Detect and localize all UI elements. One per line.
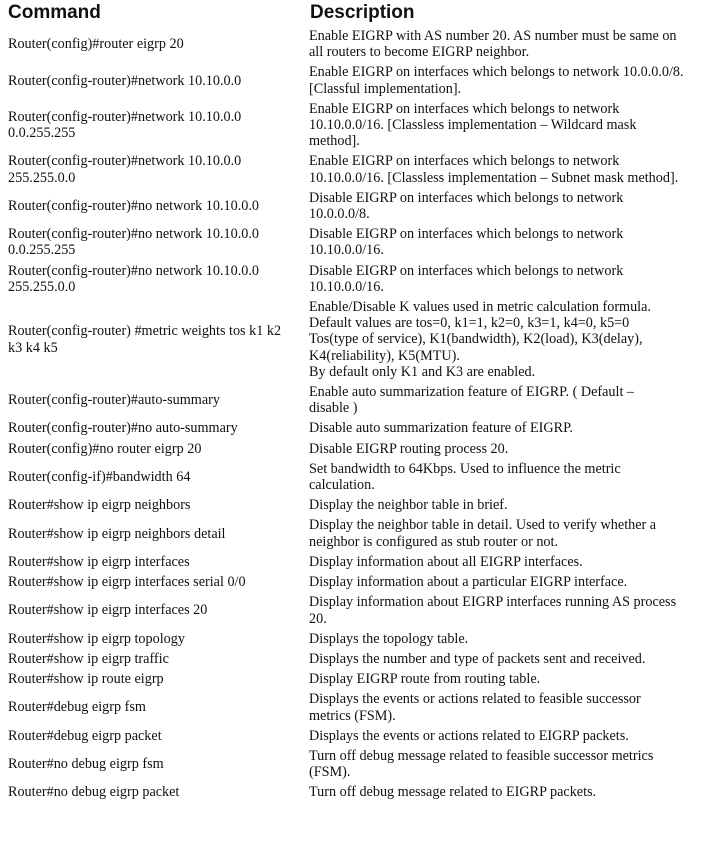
table-row — [6, 517, 713, 553]
description-text-line: method]. — [309, 133, 360, 150]
table-row — [6, 671, 713, 691]
description-text-line: Disable EIGRP on interfaces which belongs to network — [309, 226, 624, 243]
description-text-line: Turn off debug message related to feasible successor metrics — [309, 747, 654, 764]
description-text-line: Tos(type of service), K1(bandwidth), K2(load), K3(delay), — [309, 331, 643, 348]
description-cell — [308, 384, 713, 420]
description-text-line: Display information about all EIGRP interfaces. — [309, 553, 583, 570]
description-text-line: Turn off debug message related to EIGRP packets. — [309, 784, 597, 801]
description-text-line: calculation. — [309, 477, 375, 494]
table-row — [6, 101, 713, 154]
command-text-line: k3 k4 k5 — [8, 339, 58, 356]
table-row — [6, 441, 713, 461]
command-cell — [6, 190, 308, 226]
description-text-line: Displays the events or actions related to feasible successor — [309, 691, 641, 708]
description-text-line: 10.10.0.0/16. [Classless implementation – Wildcard mask — [309, 117, 637, 134]
command-text-line: Router(config-router)#auto-summary — [8, 392, 220, 409]
command-cell — [6, 554, 308, 574]
description-text-line: Displays the number and type of packets sent and received. — [309, 650, 646, 667]
description-cell — [308, 497, 713, 517]
description-cell — [308, 594, 713, 630]
command-text-line: Router(config-router)#no network 10.10.0.0 — [8, 226, 259, 243]
table-row — [6, 28, 713, 64]
description-cell — [308, 784, 713, 804]
description-cell — [308, 263, 713, 299]
table-row — [6, 691, 713, 727]
description-text-line: Enable EIGRP on interfaces which belongs to network 10.0.0.0/8. — [309, 64, 684, 81]
command-text-line: Router#show ip eigrp interfaces — [8, 553, 190, 570]
command-cell — [6, 784, 308, 804]
command-text-line: Router#show ip eigrp traffic — [8, 650, 169, 667]
description-cell — [308, 299, 713, 384]
description-text-line: [Classful implementation]. — [309, 80, 462, 97]
description-text-line: Enable EIGRP on interfaces which belongs to network — [309, 100, 620, 117]
command-cell — [6, 28, 308, 64]
description-text-line: Display information about a particular EIGRP interface. — [309, 574, 628, 591]
command-cell — [6, 671, 308, 691]
command-cell — [6, 153, 308, 189]
description-cell — [308, 517, 713, 553]
table-row — [6, 420, 713, 440]
description-text-line: Set bandwidth to 64Kbps. Used to influence the metric — [309, 460, 621, 477]
description-cell — [308, 671, 713, 691]
description-cell — [308, 28, 713, 64]
description-text-line: 10.0.0.0/8. — [309, 206, 370, 223]
description-text-line: 10.10.0.0/16. — [309, 278, 384, 295]
description-text-line: Disable EIGRP on interfaces which belongs to network — [309, 262, 624, 279]
table-row — [6, 574, 713, 594]
command-cell — [6, 651, 308, 671]
description-cell — [308, 574, 713, 594]
table-row — [6, 263, 713, 299]
description-text-line: (FSM). — [309, 764, 351, 781]
description-cell — [308, 190, 713, 226]
command-cell — [6, 574, 308, 594]
table-header-row — [6, 2, 713, 28]
command-text-line: Router#no debug eigrp packet — [8, 784, 180, 801]
table-row — [6, 190, 713, 226]
command-text-line: Router(config-router)#no auto-summary — [8, 420, 238, 437]
table-row — [6, 64, 713, 100]
description-text-line: Displays the events or actions related to EIGRP packets. — [309, 727, 629, 744]
command-text-line: Router#show ip eigrp interfaces 20 — [8, 602, 208, 619]
command-text-line: Router(config-router) #metric weights tos k1 k2 — [8, 323, 282, 340]
command-cell — [6, 263, 308, 299]
command-cell — [6, 461, 308, 497]
description-cell — [308, 631, 713, 651]
table-row — [6, 594, 713, 630]
command-text-line: Router(config-router)#network 10.10.0.0 — [8, 72, 242, 89]
command-text-line: Router#show ip eigrp topology — [8, 630, 185, 647]
description-text-line: 10.10.0.0/16. [Classless implementation – Subnet mask method]. — [309, 169, 679, 186]
command-cell — [6, 748, 308, 784]
description-cell — [308, 691, 713, 727]
command-cell — [6, 631, 308, 651]
description-column-header: Description — [310, 2, 415, 23]
description-text-line: all routers to become EIGRP neighbor. — [309, 44, 530, 61]
command-text-line: 255.255.0.0 — [8, 169, 76, 186]
description-cell — [308, 728, 713, 748]
description-cell — [308, 461, 713, 497]
description-text-line: K4(reliability), K5(MTU). — [309, 347, 460, 364]
command-column-header: Command — [8, 2, 101, 23]
description-cell — [308, 101, 713, 154]
command-cell — [6, 226, 308, 262]
description-cell — [308, 420, 713, 440]
description-text-line: Enable EIGRP on interfaces which belongs to network — [309, 153, 620, 170]
description-text-line: metrics (FSM). — [309, 707, 396, 724]
description-text-line: Display the neighbor table in detail. Used to verify whether a — [309, 517, 657, 534]
command-text-line: Router(config-router)#network 10.10.0.0 — [8, 153, 242, 170]
command-text-line: Router#debug eigrp packet — [8, 727, 162, 744]
description-cell — [308, 651, 713, 671]
description-cell — [308, 64, 713, 100]
eigrp-command-table — [6, 2, 713, 805]
description-text-line: Enable/Disable K values used in metric calculation formula. — [309, 299, 651, 316]
command-cell — [6, 691, 308, 727]
table-row — [6, 554, 713, 574]
description-cell — [308, 554, 713, 574]
command-cell — [6, 384, 308, 420]
command-text-line: Router#show ip eigrp neighbors — [8, 497, 191, 514]
command-text-line: Router(config)#no router eigrp 20 — [8, 440, 202, 457]
description-cell — [308, 748, 713, 784]
command-text-line: Router#no debug eigrp fsm — [8, 756, 164, 773]
command-cell — [6, 594, 308, 630]
command-text-line: 0.0.255.255 — [8, 125, 76, 142]
description-text-line: Displays the topology table. — [309, 630, 469, 647]
table-row — [6, 728, 713, 748]
description-text-line: 20. — [309, 610, 327, 627]
description-text-line: Display EIGRP route from routing table. — [309, 671, 541, 688]
description-cell — [308, 441, 713, 461]
table-row — [6, 651, 713, 671]
table-row — [6, 384, 713, 420]
command-cell — [6, 299, 308, 384]
table-body — [6, 28, 713, 805]
description-text-line: neighbor is configured as stub router or not. — [309, 533, 559, 550]
command-text-line: Router#show ip route eigrp — [8, 671, 164, 688]
description-text-line: By default only K1 and K3 are enabled. — [309, 363, 536, 380]
description-text-line: disable ) — [309, 400, 358, 417]
command-text-line: Router(config-router)#network 10.10.0.0 — [8, 108, 242, 125]
description-text-line: 10.10.0.0/16. — [309, 242, 384, 259]
description-cell — [308, 226, 713, 262]
description-text-line: Disable EIGRP on interfaces which belongs to network — [309, 189, 624, 206]
command-cell — [6, 101, 308, 154]
command-cell — [6, 441, 308, 461]
table-row — [6, 153, 713, 189]
command-cell — [6, 517, 308, 553]
command-text-line: Router#show ip eigrp neighbors detail — [8, 525, 226, 542]
table-row — [6, 497, 713, 517]
description-text-line: Disable auto summarization feature of EIGRP. — [309, 420, 573, 437]
command-cell — [6, 728, 308, 748]
description-text-line: Display the neighbor table in brief. — [309, 497, 508, 514]
table-row — [6, 784, 713, 804]
description-cell — [308, 153, 713, 189]
table-row — [6, 631, 713, 651]
command-text-line: 0.0.255.255 — [8, 242, 76, 259]
description-text-line: Default values are tos=0, k1=1, k2=0, k3=1, k4=0, k5=0 — [309, 315, 630, 332]
description-text-line: Enable auto summarization feature of EIGRP. ( Default – — [309, 384, 635, 401]
command-text-line: Router#debug eigrp fsm — [8, 699, 146, 716]
command-cell — [6, 497, 308, 517]
command-cell — [6, 64, 308, 100]
table-row — [6, 461, 713, 497]
description-text-line: Disable EIGRP routing process 20. — [309, 440, 509, 457]
command-text-line: Router(config-router)#no network 10.10.0.0 — [8, 197, 259, 214]
description-text-line: Enable EIGRP with AS number 20. AS number must be same on — [309, 28, 677, 44]
command-text-line: Router#show ip eigrp interfaces serial 0/0 — [8, 574, 246, 591]
table-row — [6, 299, 713, 384]
command-text-line: 255.255.0.0 — [8, 278, 76, 295]
table-row — [6, 226, 713, 262]
description-text-line: Display information about EIGRP interfaces running AS process — [309, 594, 677, 611]
command-text-line: Router(config-if)#bandwidth 64 — [8, 468, 191, 485]
table-row — [6, 748, 713, 784]
command-text-line: Router(config)#router eigrp 20 — [8, 36, 184, 53]
command-text-line: Router(config-router)#no network 10.10.0.0 — [8, 262, 259, 279]
command-cell — [6, 420, 308, 440]
